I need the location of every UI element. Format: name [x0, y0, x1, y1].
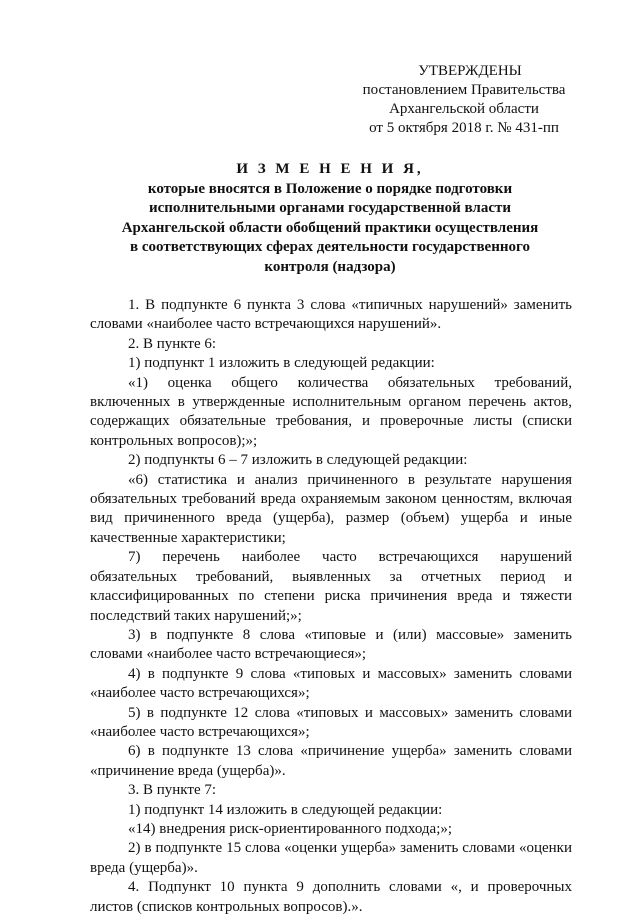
paragraph: «1) оценка общего количества обязательных требований, включенных в утвержденные исполнительным органом перечень актов, содержащих обязательные требования, и проверочные листы (списки контрольных вопросов);»; [90, 374, 572, 449]
approval-line: Архангельской области [389, 101, 539, 117]
paragraph: 3. В пункте 7: [128, 782, 217, 799]
paragraph: 6) в подпункте 13 слова «причинение ущерба» заменить словами «причинение вреда (ущерба)». [90, 743, 572, 779]
paragraph: 1. В подпункте 6 пункта 3 слова «типичных нарушений» заменить словами «наиболее часто встречающихся нарушений». [90, 297, 572, 333]
heading-line: которые вносятся в Положение о порядке подготовки [147, 180, 513, 197]
paragraph: 5) в подпункте 12 слова «типовых и массовых» заменить словами «наиболее часто встречающихся»; [90, 704, 572, 740]
document-title: И З М Е Н Е Н И Я, [236, 161, 424, 177]
heading-line: исполнительными органами государственной власти [148, 200, 512, 216]
heading-line: в соответствующих сферах деятельности государственного [130, 239, 530, 255]
paragraph: 2) подпункты 6 – 7 изложить в следующей редакции: [128, 452, 468, 469]
approval-line: от 5 октября 2018 г. № 431-пп [369, 120, 559, 136]
paragraph: 1) подпункт 1 изложить в следующей редакции: [128, 355, 435, 372]
heading-line: Архангельской области обобщений практики осуществления [121, 219, 539, 236]
approval-line: постановлением Правительства [362, 82, 566, 98]
paragraph: 1) подпункт 14 изложить в следующей редакции: [128, 801, 443, 818]
paragraph: 2) в подпункте 15 слова «оценки ущерба» заменить словами «оценки вреда (ущерба)». [90, 840, 572, 876]
paragraph: «6) статистика и анализ причиненного в результате нарушения обязательных требований вреда охраняемым законом ценностям, включая вид причиненного вреда (ущерба), размер (объем) ущерба и иные качественные характеристики; [90, 471, 572, 546]
paragraph: «14) внедрения риск-ориентированного подхода;»; [128, 820, 453, 837]
approval-line: УТВЕРЖДЕНЫ [418, 63, 522, 79]
paragraph: 4. Подпункт 10 пункта 9 дополнить словами «, и проверочных листов (списков контрольных вопросов).». [90, 879, 572, 915]
heading-line: контроля (надзора) [264, 258, 396, 275]
paragraph: 4) в подпункте 9 слова «типовых и массовых» заменить словами «наиболее часто встречающихся»; [90, 665, 572, 702]
document-heading [96, 160, 564, 277]
paragraph: 7) перечень наиболее часто встречающихся нарушений обязательных требований, выявленных за отчетных период и классифицированных по степени риска причинения вреда и тяжести последствий таких нарушений;»; [90, 549, 572, 624]
approval-stamp [344, 62, 584, 138]
document-body [90, 296, 572, 917]
paragraph: 3) в подпункте 8 слова «типовые и (или) массовые» заменить словами «наиболее часто встречающиеся»; [90, 626, 572, 663]
paragraph: 2. В пункте 6: [128, 335, 217, 352]
